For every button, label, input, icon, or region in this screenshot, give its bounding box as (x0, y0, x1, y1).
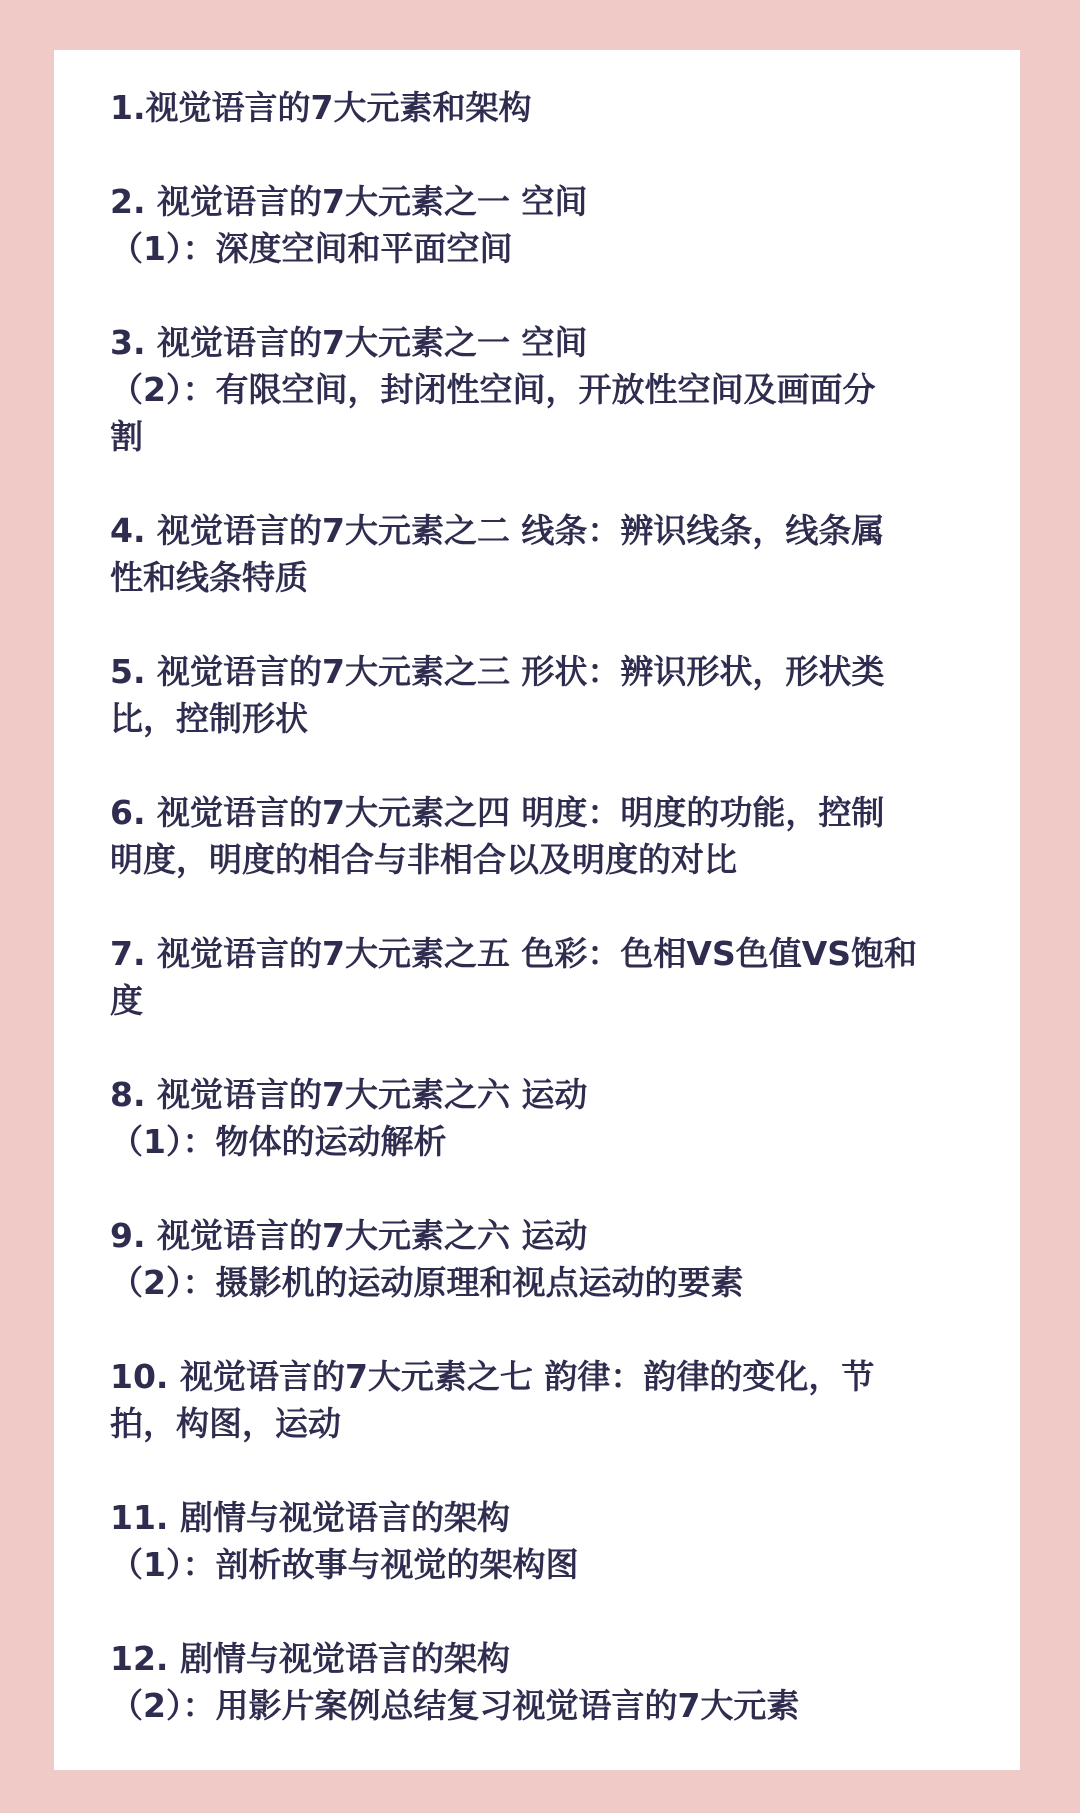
list-item-11 (110, 1494, 964, 1588)
item-7-line-2: 度 (110, 981, 143, 1020)
list-item-4 (110, 507, 964, 601)
item-9-line-2: （2）：摄影机的运动原理和视点运动的要素 (110, 1263, 744, 1302)
content-card (54, 50, 1020, 1770)
item-10-line-1: 10. 视觉语言的7大元素之七 韵律：韵律的变化，节 (110, 1357, 875, 1396)
list-item-7 (110, 930, 964, 1024)
list-item-12 (110, 1635, 964, 1729)
list-item-9 (110, 1212, 964, 1306)
list-item-8 (110, 1071, 964, 1165)
item-4-line-1: 4. 视觉语言的7大元素之二 线条：辨识线条，线条属 (110, 511, 885, 550)
item-3-line-2: （2）：有限空间，封闭性空间，开放性空间及画面分 (110, 370, 876, 409)
item-8-line-2: （1）：物体的运动解析 (110, 1122, 447, 1161)
item-2-line-2: （1）：深度空间和平面空间 (110, 229, 513, 268)
item-4-line-2: 性和线条特质 (110, 558, 308, 597)
item-7-line-1: 7. 视觉语言的7大元素之五 色彩：色相VS色值VS饱和 (110, 934, 918, 973)
item-11-line-1: 11. 剧情与视觉语言的架构 (110, 1498, 510, 1537)
item-8-line-1: 8. 视觉语言的7大元素之六 运动 (110, 1075, 588, 1114)
item-6-line-2: 明度，明度的相合与非相合以及明度的对比 (110, 840, 737, 879)
item-5-line-2: 比，控制形状 (110, 699, 308, 738)
item-9-line-1: 9. 视觉语言的7大元素之六 运动 (110, 1216, 588, 1255)
item-12-line-2: （2）：用影片案例总结复习视觉语言的7大元素 (110, 1686, 800, 1725)
item-11-line-2: （1）：剖析故事与视觉的架构图 (110, 1545, 579, 1584)
item-3-line-1: 3. 视觉语言的7大元素之一 空间 (110, 323, 588, 362)
item-10-line-2: 拍，构图，运动 (110, 1404, 341, 1443)
list-item-6 (110, 789, 964, 883)
item-12-line-1: 12. 剧情与视觉语言的架构 (110, 1639, 510, 1678)
list-item-5 (110, 648, 964, 742)
list-item-3 (110, 319, 964, 460)
item-5-line-1: 5. 视觉语言的7大元素之三 形状：辨识形状，形状类 (110, 652, 885, 691)
item-1-line-1: 1.视觉语言的7大元素和架构 (110, 88, 532, 127)
list-item-1 (110, 84, 964, 131)
item-3-line-3: 割 (110, 417, 143, 456)
item-2-line-1: 2. 视觉语言的7大元素之一 空间 (110, 182, 588, 221)
list-item-10 (110, 1353, 964, 1447)
item-6-line-1: 6. 视觉语言的7大元素之四 明度：明度的功能，控制 (110, 793, 885, 832)
list-item-2 (110, 178, 964, 272)
